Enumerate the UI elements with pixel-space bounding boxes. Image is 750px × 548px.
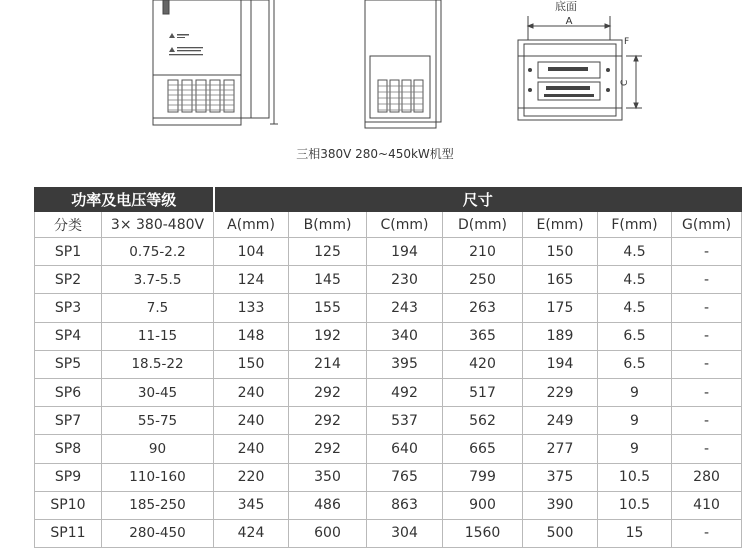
table-cell: 500 bbox=[523, 519, 598, 547]
table-cell: 240 bbox=[214, 435, 289, 463]
table-cell: 194 bbox=[367, 238, 443, 266]
row-power-cell: 110-160 bbox=[102, 463, 214, 491]
row-model-cell: SP6 bbox=[35, 378, 102, 406]
bottom-view-label: 底面 bbox=[555, 0, 577, 13]
table-row bbox=[35, 519, 742, 547]
table-cell: 155 bbox=[289, 294, 367, 322]
table-cell: 9 bbox=[598, 435, 672, 463]
table-cell: 240 bbox=[214, 378, 289, 406]
table-cell: 517 bbox=[443, 378, 523, 406]
table-cell: 194 bbox=[523, 350, 598, 378]
table-cell: 420 bbox=[443, 350, 523, 378]
table-cell: 4.5 bbox=[598, 266, 672, 294]
table-cell: 900 bbox=[443, 491, 523, 519]
table-cell: 150 bbox=[214, 350, 289, 378]
table-cell: 395 bbox=[367, 350, 443, 378]
table-cell: 863 bbox=[367, 491, 443, 519]
table-cell: 350 bbox=[289, 463, 367, 491]
table-body bbox=[35, 238, 742, 548]
table-cell: 340 bbox=[367, 322, 443, 350]
dimension-c-label: C bbox=[620, 79, 630, 86]
table-cell: 10.5 bbox=[598, 463, 672, 491]
column-header: B(mm) bbox=[289, 212, 367, 238]
table-cell: 375 bbox=[523, 463, 598, 491]
size-group-header: 尺寸 bbox=[214, 188, 742, 212]
row-model-cell: SP10 bbox=[35, 491, 102, 519]
table-cell: 150 bbox=[523, 238, 598, 266]
table-cell: 230 bbox=[367, 266, 443, 294]
table-cell: 492 bbox=[367, 378, 443, 406]
table-cell: 192 bbox=[289, 322, 367, 350]
table-cell: 6.5 bbox=[598, 322, 672, 350]
table-cell: 249 bbox=[523, 407, 598, 435]
table-cell: 486 bbox=[289, 491, 367, 519]
table-cell: 125 bbox=[289, 238, 367, 266]
dimension-table bbox=[34, 187, 742, 548]
table-cell: 133 bbox=[214, 294, 289, 322]
row-power-cell: 30-45 bbox=[102, 378, 214, 406]
table-cell: - bbox=[672, 407, 742, 435]
table-cell: 1560 bbox=[443, 519, 523, 547]
front-view-drawing bbox=[153, 0, 278, 125]
table-cell: 665 bbox=[443, 435, 523, 463]
table-cell: 148 bbox=[214, 322, 289, 350]
table-cell: 10.5 bbox=[598, 491, 672, 519]
row-model-cell: SP2 bbox=[35, 266, 102, 294]
table-cell: - bbox=[672, 350, 742, 378]
table-cell: - bbox=[672, 519, 742, 547]
column-header: G(mm) bbox=[672, 212, 742, 238]
table-cell: 250 bbox=[443, 266, 523, 294]
table-row bbox=[35, 491, 742, 519]
table-row bbox=[35, 435, 742, 463]
group-header-row bbox=[35, 188, 742, 212]
table-cell: - bbox=[672, 294, 742, 322]
row-power-cell: 0.75-2.2 bbox=[102, 238, 214, 266]
table-cell: 229 bbox=[523, 378, 598, 406]
table-cell: 220 bbox=[214, 463, 289, 491]
row-model-cell: SP5 bbox=[35, 350, 102, 378]
row-power-cell: 18.5-22 bbox=[102, 350, 214, 378]
dimension-a-label: A bbox=[565, 16, 573, 27]
table-row bbox=[35, 350, 742, 378]
table-cell: 263 bbox=[443, 294, 523, 322]
table-row bbox=[35, 266, 742, 294]
row-power-cell: 11-15 bbox=[102, 322, 214, 350]
table-cell: 292 bbox=[289, 435, 367, 463]
table-row bbox=[35, 238, 742, 266]
row-power-cell: 7.5 bbox=[102, 294, 214, 322]
table-cell: 280 bbox=[672, 463, 742, 491]
column-header: 3× 380-480V bbox=[102, 212, 214, 238]
table-cell: 214 bbox=[289, 350, 367, 378]
table-cell: 104 bbox=[214, 238, 289, 266]
row-model-cell: SP7 bbox=[35, 407, 102, 435]
table-row bbox=[35, 463, 742, 491]
table-cell: 365 bbox=[443, 322, 523, 350]
table-cell: 345 bbox=[214, 491, 289, 519]
table-cell: 145 bbox=[289, 266, 367, 294]
table-row bbox=[35, 407, 742, 435]
dimension-drawings bbox=[0, 0, 750, 140]
table-cell: - bbox=[672, 435, 742, 463]
side-view-drawing bbox=[365, 0, 441, 128]
row-power-cell: 55-75 bbox=[102, 407, 214, 435]
table-row bbox=[35, 294, 742, 322]
column-header: D(mm) bbox=[443, 212, 523, 238]
row-model-cell: SP8 bbox=[35, 435, 102, 463]
table-cell: 390 bbox=[523, 491, 598, 519]
column-header: A(mm) bbox=[214, 212, 289, 238]
table-cell: 15 bbox=[598, 519, 672, 547]
table-cell: 4.5 bbox=[598, 294, 672, 322]
table-cell: 537 bbox=[367, 407, 443, 435]
table-cell: 189 bbox=[523, 322, 598, 350]
table-cell: 410 bbox=[672, 491, 742, 519]
row-power-cell: 90 bbox=[102, 435, 214, 463]
column-header: E(mm) bbox=[523, 212, 598, 238]
row-model-cell: SP9 bbox=[35, 463, 102, 491]
power-group-header: 功率及电压等级 bbox=[35, 188, 214, 212]
dimension-f-label: F bbox=[624, 37, 630, 47]
table-cell: - bbox=[672, 378, 742, 406]
table-cell: 304 bbox=[367, 519, 443, 547]
table-cell: 6.5 bbox=[598, 350, 672, 378]
column-header: 分类 bbox=[35, 212, 102, 238]
table-cell: 175 bbox=[523, 294, 598, 322]
row-model-cell: SP3 bbox=[35, 294, 102, 322]
table-cell: 799 bbox=[443, 463, 523, 491]
table-cell: 243 bbox=[367, 294, 443, 322]
table-cell: - bbox=[672, 266, 742, 294]
row-power-cell: 3.7-5.5 bbox=[102, 266, 214, 294]
column-header-row bbox=[35, 212, 742, 238]
model-caption: 三相380V 280~450kW机型 bbox=[296, 147, 454, 161]
column-header: F(mm) bbox=[598, 212, 672, 238]
bottom-view-drawing bbox=[518, 0, 642, 120]
table-cell: 424 bbox=[214, 519, 289, 547]
table-cell: 292 bbox=[289, 378, 367, 406]
table-cell: 600 bbox=[289, 519, 367, 547]
table-cell: 9 bbox=[598, 378, 672, 406]
table-cell: 4.5 bbox=[598, 238, 672, 266]
table-cell: 562 bbox=[443, 407, 523, 435]
table-row bbox=[35, 378, 742, 406]
table-cell: 292 bbox=[289, 407, 367, 435]
table-cell: - bbox=[672, 238, 742, 266]
table-cell: 640 bbox=[367, 435, 443, 463]
table-cell: 210 bbox=[443, 238, 523, 266]
table-cell: 124 bbox=[214, 266, 289, 294]
row-model-cell: SP11 bbox=[35, 519, 102, 547]
table-cell: 240 bbox=[214, 407, 289, 435]
table-row bbox=[35, 322, 742, 350]
row-model-cell: SP1 bbox=[35, 238, 102, 266]
table-cell: 9 bbox=[598, 407, 672, 435]
row-power-cell: 185-250 bbox=[102, 491, 214, 519]
row-model-cell: SP4 bbox=[35, 322, 102, 350]
table-cell: 165 bbox=[523, 266, 598, 294]
table-cell: 765 bbox=[367, 463, 443, 491]
table-cell: - bbox=[672, 322, 742, 350]
column-header: C(mm) bbox=[367, 212, 443, 238]
row-power-cell: 280-450 bbox=[102, 519, 214, 547]
table-cell: 277 bbox=[523, 435, 598, 463]
